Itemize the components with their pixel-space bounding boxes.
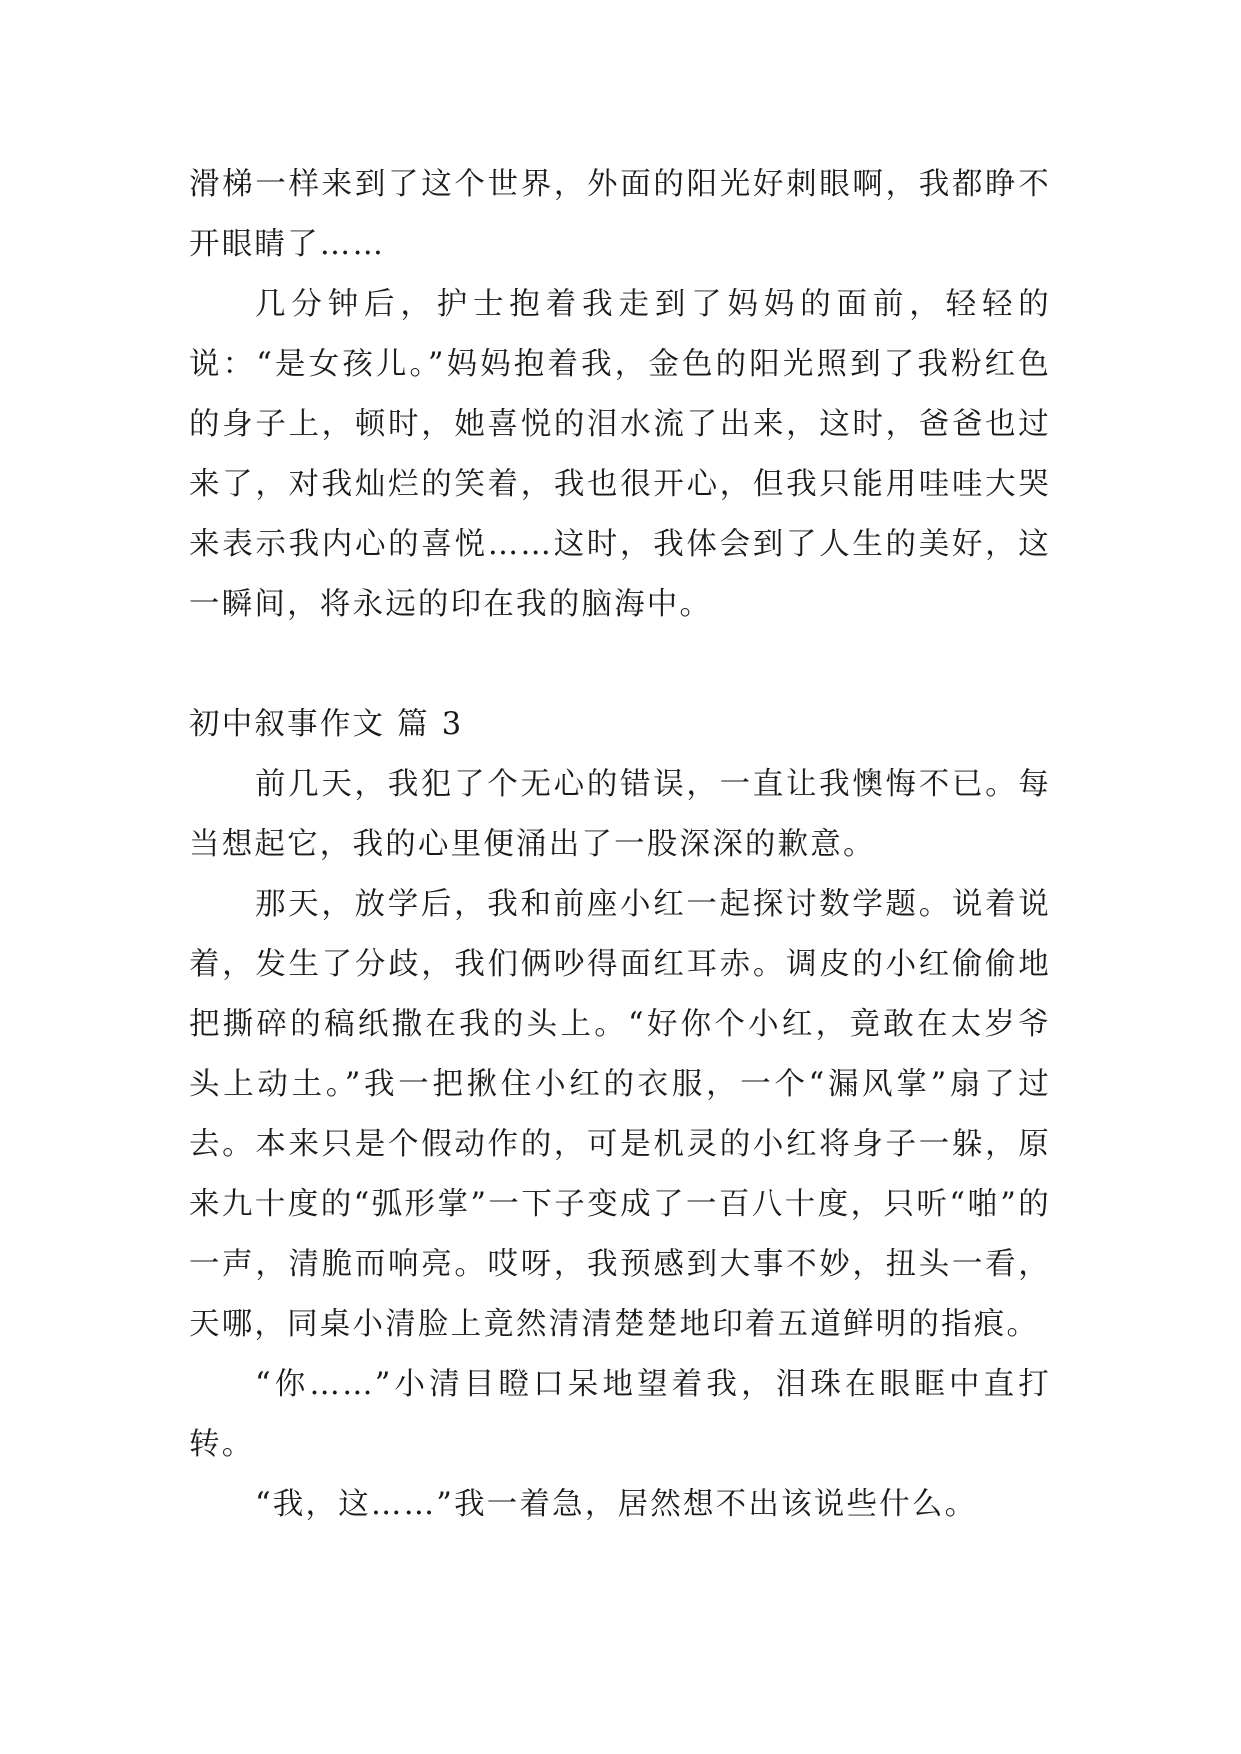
paragraph-intro: 前几天，我犯了个无心的错误，一直让我懊悔不已。每当想起它，我的心里便涌出了一股深深的歉意。: [189, 767, 1051, 862]
paragraph-story: 那天，放学后，我和前座小红一起探讨数学题。说着说着，发生了分歧，我们俩吵得面红耳赤。调皮的小红偷偷地把撕碎的稿纸撒在我的头上。“好你个小红，竟敢在太岁爷头上动土。”我一把揪住小红的衣服，一个“漏风掌”扇了过去。本来只是个假动作的，可是机灵的小红将身子一躲，原来九十度的“弧形掌”一下子变成了一百八十度，只听“啪”的一声，清脆而响亮。哎呀，我预感到大事不妙，扭头一看，天哪，同桌小清脸上竟然清清楚楚地印着五道鲜明的指痕。: [189, 887, 1051, 1342]
paragraph-dialogue-1: “你……”小清目瞪口呆地望着我，泪珠在眼眶中直打转。: [189, 1367, 1051, 1462]
document-body: [189, 155, 1051, 1535]
paragraph-dialogue-2: “我，这……”我一着急，居然想不出该说些什么。: [255, 1487, 978, 1522]
paragraph-birth-moment: 几分钟后，护士抱着我走到了妈妈的面前，轻轻的说：“是女孩儿。”妈妈抱着我，金色的阳光照到了我粉红色的身子上，顿时，她喜悦的泪水流了出来，这时，爸爸也过来了，对我灿烂的笑着，我也很开心，但我只能用哇哇大哭来表示我内心的喜悦……这时，我体会到了人生的美好，这一瞬间，将永远的印在我的脑海中。: [189, 287, 1051, 622]
paragraph-continuation: 滑梯一样来到了这个世界，外面的阳光好刺眼啊，我都睁不开眼睛了……: [189, 167, 1051, 262]
section-heading: 初中叙事作文 篇 3: [189, 707, 464, 742]
